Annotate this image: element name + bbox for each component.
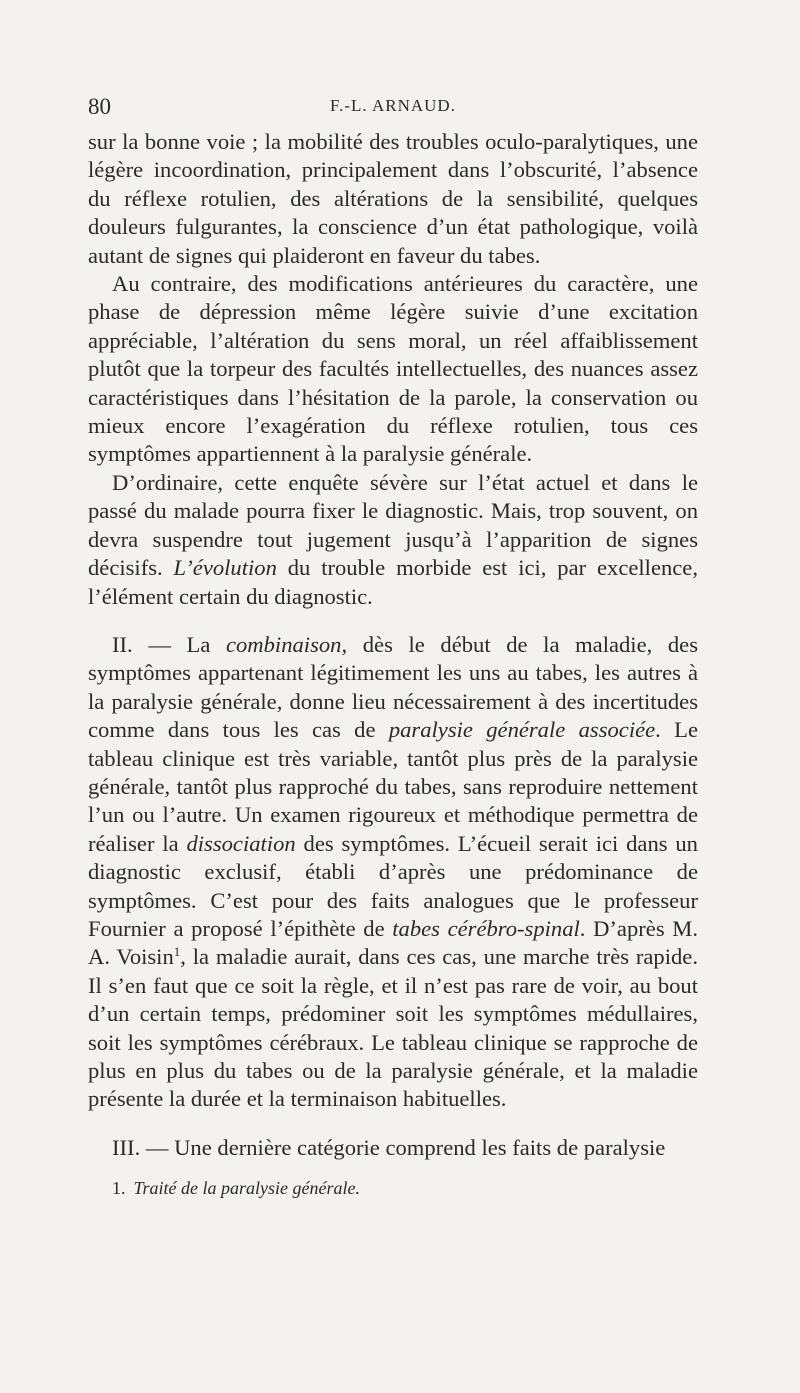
footnote-text: Traité de la paralysie générale. bbox=[133, 1178, 360, 1198]
paragraph-section-iii: III. — Une dernière catégorie comprend les faits de paralysie bbox=[112, 1134, 666, 1160]
body-text bbox=[88, 128, 698, 1162]
paragraph-text: , la maladie aurait, dans ces cas, une marche très rapide. Il s’en faut que ce soit la règle, et il n’est pas rare de voir, au bout d’un certain temps, prédominer soit les symptômes médullaires, soit les symptômes cérébraux. Le tableau clinique se rapproche de plus en plus du tabes ou de la paralysie générale, et la maladie présente la durée et la terminaison habituelles. bbox=[88, 944, 698, 1112]
paragraph-section-ii bbox=[88, 631, 698, 1114]
footnote-number: 1. bbox=[112, 1178, 126, 1198]
footnote-marker: 1 bbox=[173, 944, 181, 960]
page-header bbox=[88, 94, 698, 124]
paragraph-tabes-signs: sur la bonne voie ; la mobilité des troubles oculo-paralytiques, une légère incoordination, principalement dans l’obscurité, l’absence du réflexe rotulien, des altérations de la sensibilité, quelques douleurs fulgurantes, la conscience d’un état pathologique, voilà autant de signes qui plaideront en faveur du tabes. bbox=[88, 129, 698, 268]
footnote bbox=[112, 1178, 692, 1199]
paragraph-text: . Le tableau clinique est très variable, tantôt plus près de la paralysie générale, tantôt plus rapproché du tabes, sans reproduire nettement l’un ou l’autre. Un examen rigoureux et méthodique permettra de réaliser la bbox=[88, 717, 698, 856]
italic-term: combinaison bbox=[225, 631, 342, 657]
page-number: 80 bbox=[88, 94, 111, 119]
paragraph-text: II. — La bbox=[112, 631, 226, 657]
paragraph-text: , dès le début de la maladie, des symptômes appartenant légitimement les uns au tabes, les autres à la paralysie générale, donne lieu nécessairement à des incertitudes comme dans tous les cas de bbox=[88, 631, 698, 743]
italic-term: dissociation bbox=[186, 830, 296, 856]
paragraph-text: D’ordinaire, cette enquête sévère sur l’état actuel et dans le passé du malade pourra fixer le diagnostic. Mais, trop souvent, on devra suspendre tout jugement jusqu’à l’apparition de signes décisifs. bbox=[88, 469, 698, 581]
italic-term: tabes cérébro-spinal bbox=[392, 915, 580, 941]
paragraph-text: des symptômes. L’écueil serait ici dans un diagnostic exclusif, établi d’après une prédominance de symptômes. C’est pour des faits analogues que le professeur Fournier a proposé l’épithète de bbox=[88, 830, 698, 941]
paragraph-text: du trouble morbide est ici, par excellence, l’élément certain du diagnostic. bbox=[88, 555, 698, 609]
paragraph-paralysie-signs: Au contraire, des modifications antérieures du caractère, une phase de dépression même légère suivie d’une excitation appréciable, l’altération du sens moral, un réel affaiblissement plutôt que la torpeur des facultés intellectuelles, des nuances assez caractéristiques dans l’hésitation de la parole, la conservation ou mieux encore l’exagération du réflexe rotulien, tous ces symptômes appartiennent à la paralysie générale. bbox=[88, 271, 698, 467]
running-head: F.-L. ARNAUD. bbox=[330, 96, 456, 115]
italic-term: paralysie générale associée bbox=[388, 717, 656, 743]
paragraph-text: . D’après M. A. Voisin bbox=[88, 915, 698, 970]
paragraph-evolution bbox=[88, 469, 698, 611]
italic-term: L’évolution bbox=[173, 555, 277, 581]
